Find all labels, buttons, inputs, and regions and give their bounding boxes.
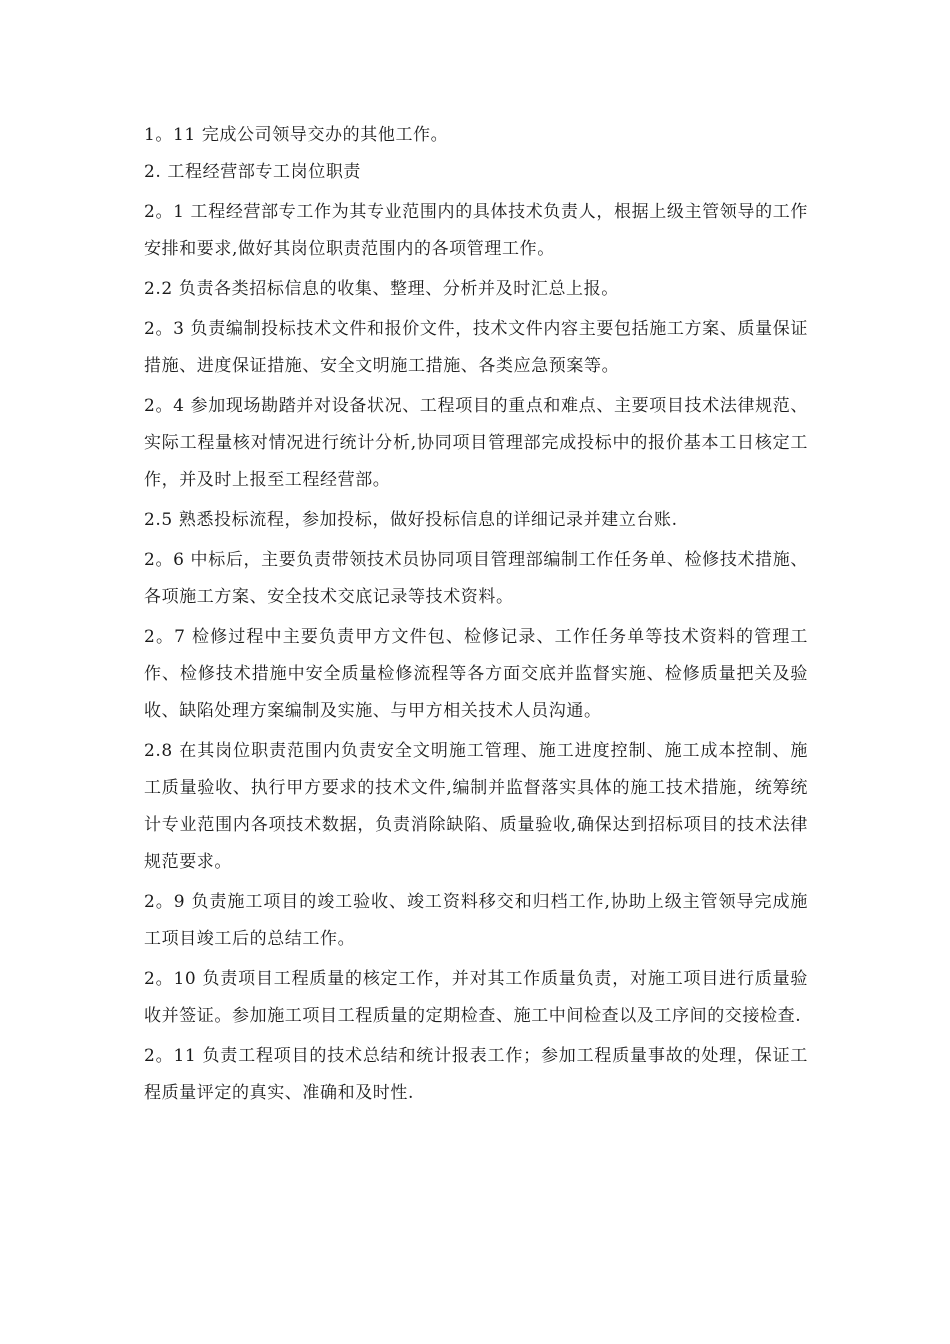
paragraph-2-3: 2。3 负责编制投标技术文件和报价文件，技术文件内容主要包括施工方案、质量保证措施、进度保证措施、安全文明施工措施、各类应急预案等。	[144, 319, 808, 376]
paragraph-2-4: 2。4 参加现场勘踏并对设备状况、工程项目的重点和难点、主要项目技术法律规范、实际工程量核对情况进行统计分析,协同项目管理部完成投标中的报价基本工日核定工作，并及时上报至工程经营部。	[144, 396, 808, 490]
paragraph-2-9: 2。9 负责施工项目的竣工验收、竣工资料移交和归档工作,协助上级主管领导完成施工项目竣工后的总结工作。	[144, 892, 808, 949]
paragraph-2-6: 2。6 中标后，主要负责带领技术员协同项目管理部编制工作任务单、检修技术措施、各项施工方案、安全技术交底记录等技术资料。	[144, 550, 808, 607]
section-heading-2: 2. 工程经营部专工岗位职责	[144, 162, 362, 182]
paragraph-2-5: 2.5 熟悉投标流程，参加投标，做好投标信息的详细记录并建立台账.	[144, 510, 678, 530]
paragraph-2-1: 2。1 工程经营部专工作为其专业范围内的具体技术负责人，根据上级主管领导的工作安排和要求,做好其岗位职责范围内的各项管理工作。	[144, 202, 808, 259]
document-body	[144, 117, 808, 1112]
paragraph-2-11: 2。11 负责工程项目的技术总结和统计报表工作；参加工程质量事故的处理，保证工程质量评定的真实、准确和及时性.	[144, 1046, 808, 1103]
paragraph-2-10: 2。10 负责项目工程质量的核定工作，并对其工作质量负责，对施工项目进行质量验收并签证。参加施工项目工程质量的定期检查、施工中间检查以及工序间的交接检查.	[144, 969, 808, 1026]
paragraph-1-11: 1。11 完成公司领导交办的其他工作。	[144, 125, 449, 145]
paragraph-2-7: 2。7 检修过程中主要负责甲方文件包、检修记录、工作任务单等技术资料的管理工作、检修技术措施中安全质量检修流程等各方面交底并监督实施、检修质量把关及验收、缺陷处理方案编制及实施、与甲方相关技术人员沟通。	[144, 627, 808, 721]
paragraph-2-8: 2.8 在其岗位职责范围内负责安全文明施工管理、施工进度控制、施工成本控制、施工质量验收、执行甲方要求的技术文件,编制并监督落实具体的施工技术措施，统筹统计专业范围内各项技术数据，负责消除缺陷、质量验收,确保达到招标项目的技术法律规范要求。	[144, 741, 808, 872]
paragraph-2-2: 2.2 负责各类招标信息的收集、整理、分析并及时汇总上报。	[144, 279, 619, 299]
